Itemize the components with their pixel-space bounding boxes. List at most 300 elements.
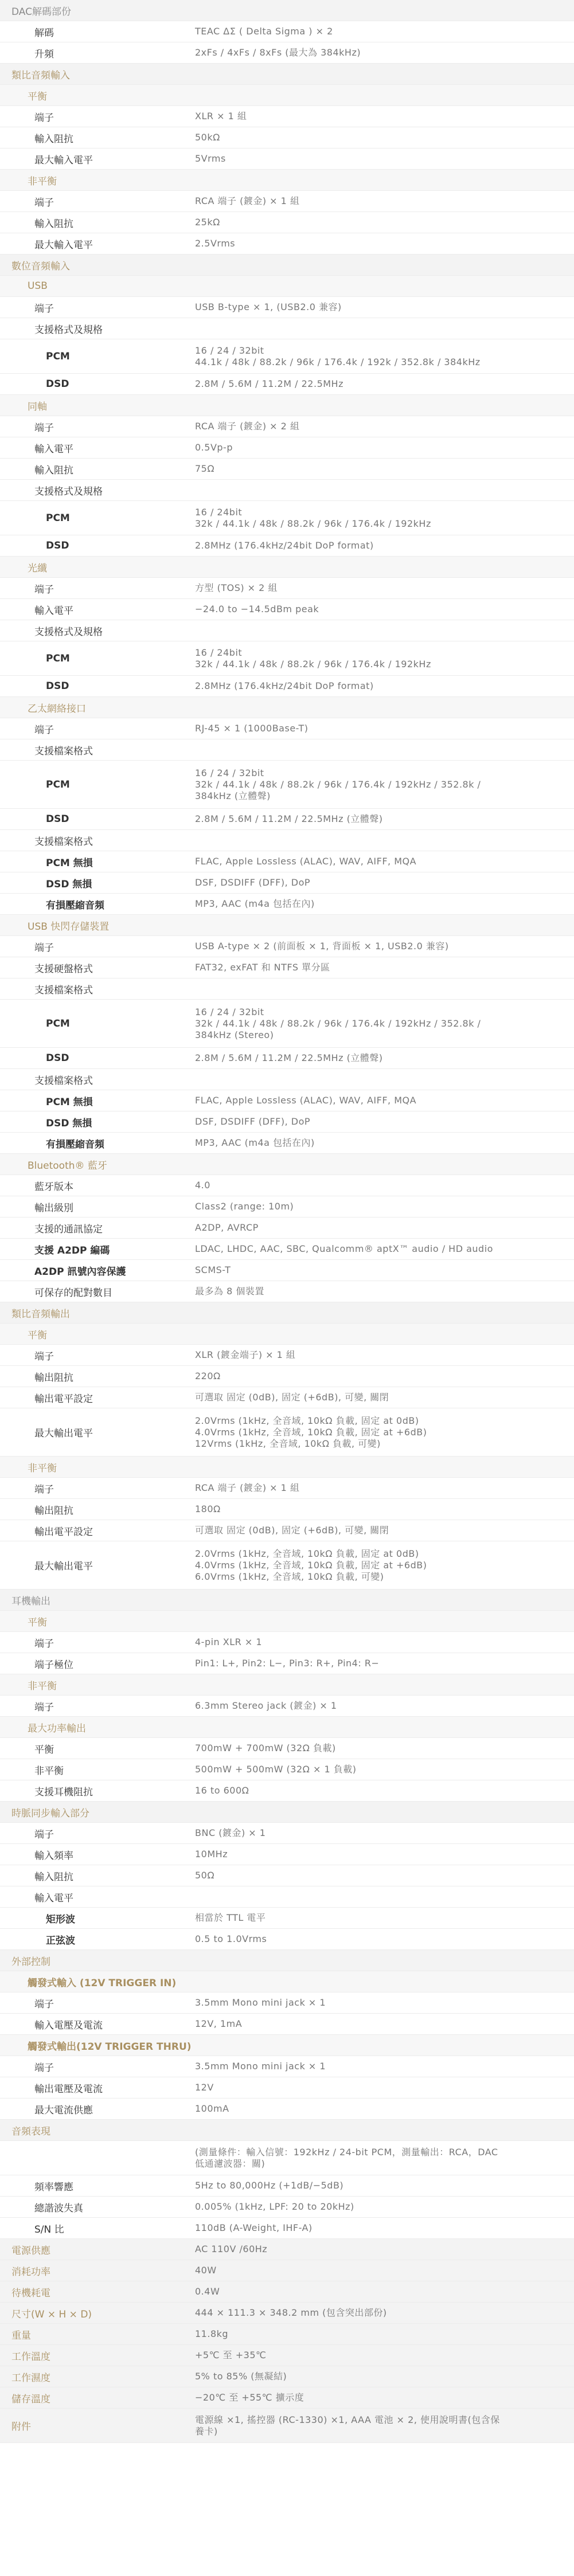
spec-label: 解碼 bbox=[34, 27, 54, 39]
section-title: 耳機輸出 bbox=[11, 1595, 50, 1607]
spec-label: 輸入電平 bbox=[34, 605, 73, 617]
spec-label: DSD bbox=[46, 1052, 69, 1064]
spec-value-line: 3.5mm Mono mini jack × 1 bbox=[195, 1997, 326, 2008]
spec-value-line: 最多為 8 個裝置 bbox=[195, 1286, 264, 1297]
spec-value-line: 32k / 44.1k / 48k / 88.2k / 96k / 176.4k / 192kHz bbox=[195, 658, 431, 670]
spec-value bbox=[195, 1866, 574, 1885]
spec-value-line: RCA 端子 (鍍金) × 1 組 bbox=[195, 1482, 300, 1493]
section-header bbox=[0, 2120, 574, 2141]
spec-value-line: 10MHz bbox=[195, 1849, 228, 1859]
spec-row bbox=[0, 1048, 574, 1069]
spec-label: 輸出電壓及電流 bbox=[34, 2083, 103, 2095]
section-title: 平衡 bbox=[28, 1616, 47, 1628]
spec-value bbox=[195, 1091, 574, 1110]
spec-row bbox=[0, 42, 574, 64]
spec-row bbox=[0, 1759, 574, 1780]
spec-row bbox=[0, 718, 574, 739]
spec-label: 可保存的配對數目 bbox=[34, 1287, 112, 1299]
spec-value bbox=[195, 2283, 574, 2301]
spec-label: PCM 無損 bbox=[46, 857, 93, 869]
spec-value-line: 可選取 固定 (0dB), 固定 (+6dB), 可變, 關閉 bbox=[195, 1525, 389, 1536]
spec-value bbox=[195, 1760, 574, 1779]
spec-value bbox=[195, 1113, 574, 1131]
spec-value-line: DSF, DSDIFF (DFF), DoP bbox=[195, 877, 310, 888]
spec-value-line: DSF, DSDIFF (DFF), DoP bbox=[195, 1116, 310, 1127]
spec-value bbox=[195, 852, 574, 871]
spec-value bbox=[195, 1782, 574, 1800]
spec-row bbox=[0, 2197, 574, 2218]
spec-row bbox=[0, 416, 574, 437]
spec-value bbox=[195, 1697, 574, 1715]
section-header bbox=[0, 1302, 574, 1324]
spec-value bbox=[195, 1003, 574, 1044]
spec-value bbox=[195, 1633, 574, 1651]
spec-row bbox=[0, 106, 574, 127]
spec-value-line: 5Hz to 80,000Hz (+1dB/−5dB) bbox=[195, 2180, 344, 2191]
spec-label: 藍牙版本 bbox=[34, 1181, 73, 1193]
spec-label: 支援格式及規格 bbox=[34, 626, 103, 638]
spec-value-line: 3.5mm Mono mini jack × 1 bbox=[195, 2061, 326, 2072]
section-title: USB bbox=[28, 280, 48, 292]
spec-value-line: 4.0Vrms (1kHz, 全音域, 10kΩ 負載, 固定 at +6dB) bbox=[195, 1426, 427, 1438]
spec-label: 支援檔案格式 bbox=[34, 836, 93, 848]
spec-row bbox=[0, 459, 574, 480]
spec-value-line: 低通濾波器：關) bbox=[195, 2158, 265, 2169]
spec-value-line: SCMS-T bbox=[195, 1264, 231, 1275]
spec-value bbox=[195, 644, 574, 674]
subsection-header bbox=[0, 1971, 574, 1992]
subsection-header bbox=[0, 85, 574, 106]
spec-row bbox=[0, 1844, 574, 1865]
spec-value bbox=[195, 1500, 574, 1518]
spec-row bbox=[0, 2099, 574, 2120]
spec-value bbox=[195, 503, 574, 533]
spec-label: 支援檔案格式 bbox=[34, 1075, 93, 1087]
spec-row bbox=[0, 676, 574, 697]
spec-value-line: RCA 端子 (鍍金) × 2 組 bbox=[195, 421, 300, 432]
spec-value bbox=[195, 1219, 574, 1237]
spec-value-line: 700mW + 700mW (32Ω 負載) bbox=[195, 1743, 336, 1753]
spec-value bbox=[195, 2346, 574, 2364]
spec-value-line: 0.005% (1kHz, LPF: 20 to 20kHz) bbox=[195, 2201, 354, 2212]
spec-value-line: 12V bbox=[195, 2082, 214, 2093]
spec-label: 端子 bbox=[34, 1701, 54, 1713]
section-header bbox=[0, 1950, 574, 1971]
spec-label: 端子 bbox=[34, 1483, 54, 1496]
spec-label: 輸出阻抗 bbox=[34, 1372, 73, 1384]
spec-row bbox=[0, 1823, 574, 1844]
spec-label: DSD bbox=[46, 378, 69, 390]
spec-row bbox=[0, 1196, 574, 1217]
spec-row bbox=[0, 872, 574, 894]
spec-label: 輸入阻抗 bbox=[34, 218, 73, 230]
spec-value-line: −20℃ 至 +55℃ 擴示度 bbox=[195, 2392, 304, 2403]
section-title: 音頻表現 bbox=[11, 2125, 50, 2137]
spec-row bbox=[0, 1499, 574, 1520]
spec-row bbox=[0, 1408, 574, 1457]
section-title: 平衡 bbox=[28, 91, 47, 103]
spec-value bbox=[195, 2143, 574, 2173]
spec-label: PCM bbox=[46, 350, 70, 362]
spec-row bbox=[0, 1345, 574, 1366]
spec-label: 端子 bbox=[34, 422, 54, 434]
spec-label: 端子 bbox=[34, 724, 54, 736]
spec-row bbox=[0, 1000, 574, 1048]
spec-value bbox=[195, 874, 574, 892]
spec-value-line: 384kHz (立體聲) bbox=[195, 790, 271, 801]
spec-value bbox=[195, 417, 574, 436]
spec-value bbox=[195, 2015, 574, 2033]
spec-label: 支援硬盤格式 bbox=[34, 963, 93, 975]
spec-row bbox=[0, 1520, 574, 1541]
spec-value-line: 方型 (TOS) × 2 組 bbox=[195, 582, 278, 593]
spec-value bbox=[195, 2304, 574, 2322]
spec-value bbox=[195, 2176, 574, 2195]
spec-value-line: 44.1k / 48k / 88.2k / 96k / 176.4k / 192k / 352.8k / 384kHz bbox=[195, 356, 481, 367]
spec-label: 平衡 bbox=[34, 1744, 54, 1756]
spec-value-line: USB B-type × 1, (USB2.0 兼容) bbox=[195, 302, 342, 312]
spec-row bbox=[0, 739, 574, 761]
spec-label: 尺寸(W × H × D) bbox=[11, 2308, 92, 2320]
spec-label: 端子 bbox=[34, 1638, 54, 1650]
subsection-header bbox=[0, 697, 574, 718]
spec-label: 有損壓縮音頻 bbox=[46, 1138, 104, 1150]
spec-row bbox=[0, 1366, 574, 1387]
spec-row bbox=[0, 1632, 574, 1653]
spec-row bbox=[0, 2077, 574, 2099]
spec-value bbox=[195, 627, 574, 634]
section-title: 非平衡 bbox=[28, 1680, 57, 1692]
spec-value bbox=[195, 192, 574, 210]
spec-value bbox=[195, 1240, 574, 1258]
spec-value bbox=[195, 810, 574, 828]
section-header bbox=[0, 0, 574, 21]
spec-label: 端子 bbox=[34, 1829, 54, 1841]
section-header bbox=[0, 2239, 574, 2260]
spec-value bbox=[195, 44, 574, 62]
spec-value-line: 110dB (A-Weight, IHF-A) bbox=[195, 2222, 313, 2233]
subsection-header bbox=[0, 915, 574, 936]
spec-row bbox=[0, 809, 574, 830]
spec-row bbox=[0, 437, 574, 459]
spec-value bbox=[195, 677, 574, 695]
spec-row bbox=[0, 1090, 574, 1111]
section-title: 時脈同步輸入部分 bbox=[11, 1807, 89, 1819]
section-header bbox=[0, 64, 574, 85]
spec-value bbox=[195, 1930, 574, 1948]
spec-label: 端子 bbox=[34, 2062, 54, 2074]
spec-value-line: 444 × 111.3 × 348.2 mm (包含突出部份) bbox=[195, 2307, 387, 2318]
spec-value-line: AC 110V /60Hz bbox=[195, 2244, 268, 2254]
spec-row bbox=[0, 2175, 574, 2197]
spec-label: 最大輸入電平 bbox=[34, 239, 93, 251]
spec-label: 支援檔案格式 bbox=[34, 984, 93, 996]
spec-row bbox=[0, 1111, 574, 1133]
spec-value-line: 2.8M / 5.6M / 11.2M / 22.5MHz (立體聲) bbox=[195, 813, 383, 824]
spec-row bbox=[0, 148, 574, 170]
spec-value bbox=[195, 719, 574, 738]
spec-value-line: 100mA bbox=[195, 2103, 229, 2114]
spec-label: 待機耗電 bbox=[11, 2287, 50, 2299]
spec-value bbox=[195, 2240, 574, 2258]
spec-label: 端子 bbox=[34, 112, 54, 124]
spec-value-line: 2xFs / 4xFs / 8xFs (最大為 384kHz) bbox=[195, 47, 361, 58]
spec-row bbox=[0, 851, 574, 872]
spec-value bbox=[195, 1479, 574, 1497]
spec-value bbox=[195, 1739, 574, 1757]
spec-label: 端子 bbox=[34, 1350, 54, 1363]
spec-value-line: A2DP, AVRCP bbox=[195, 1222, 259, 1233]
spec-value bbox=[195, 342, 574, 371]
spec-value-line: 2.0Vrms (1kHz, 全音域, 10kΩ 負載, 固定 at 0dB) bbox=[195, 1415, 419, 1426]
subsection-header bbox=[0, 1674, 574, 1696]
spec-value bbox=[195, 579, 574, 597]
spec-value-line: RCA 端子 (鍍金) × 1 組 bbox=[195, 195, 300, 206]
spec-row bbox=[0, 480, 574, 501]
spec-label: PCM bbox=[46, 778, 70, 790]
spec-value bbox=[195, 600, 574, 618]
section-header bbox=[0, 2303, 574, 2324]
spec-value bbox=[195, 487, 574, 494]
spec-value bbox=[195, 439, 574, 457]
spec-label: 支援 A2DP 編碼 bbox=[34, 1244, 110, 1256]
spec-value-line: FAT32, exFAT 和 NTFS 單分區 bbox=[195, 962, 330, 973]
spec-value-line: LDAC, LHDC, AAC, SBC, Qualcomm® aptX™ audio / HD audio bbox=[195, 1243, 493, 1254]
spec-row bbox=[0, 297, 574, 318]
spec-value-line: FLAC, Apple Lossless (ALAC), WAV, AIFF, MQA bbox=[195, 1095, 417, 1106]
spec-value bbox=[195, 2411, 574, 2441]
spec-value-line: XLR × 1 組 bbox=[195, 111, 247, 122]
spec-value bbox=[195, 1346, 574, 1364]
spec-label: 支援的通訊協定 bbox=[34, 1223, 103, 1235]
spec-row bbox=[0, 1908, 574, 1929]
spec-value-line: Class2 (range: 10m) bbox=[195, 1201, 294, 1212]
spec-value-line: XLR (鍍金端子) × 1 組 bbox=[195, 1349, 296, 1360]
spec-value bbox=[195, 837, 574, 844]
spec-row bbox=[0, 1929, 574, 1950]
spec-value-line: 50kΩ bbox=[195, 132, 220, 143]
spec-label: S/N 比 bbox=[34, 2223, 64, 2236]
spec-value bbox=[195, 2325, 574, 2343]
spec-label: 端子極位 bbox=[34, 1659, 73, 1671]
section-title: 同軸 bbox=[28, 401, 47, 413]
spec-label: DSD 無損 bbox=[46, 1117, 92, 1129]
spec-value-line: 384kHz (Stereo) bbox=[195, 1029, 274, 1040]
spec-value-line: 2.8MHz (176.4kHz/24bit DoP format) bbox=[195, 680, 374, 691]
spec-value bbox=[195, 1282, 574, 1301]
spec-value bbox=[195, 150, 574, 168]
spec-row bbox=[0, 641, 574, 676]
spec-row bbox=[0, 1738, 574, 1759]
spec-value-line: 6.0Vrms (1kHz, 全音域, 10kΩ 負載, 可變) bbox=[195, 1571, 384, 1582]
spec-value bbox=[195, 2219, 574, 2237]
spec-value-line: 電源線 ×1, 搖控器 (RC-1330) ×1, AAA 電池 × 2, 使用說明書(包含保 bbox=[195, 2414, 500, 2425]
section-title: 類比音頻輸出 bbox=[11, 1308, 70, 1320]
section-header bbox=[0, 2345, 574, 2366]
spec-value-line: 2.5Vrms bbox=[195, 238, 236, 249]
spec-row bbox=[0, 578, 574, 599]
section-title: 觸發式輸入 (12V TRIGGER IN) bbox=[28, 1977, 177, 1989]
spec-row bbox=[0, 2141, 574, 2175]
spec-label: 電源供應 bbox=[11, 2245, 50, 2257]
spec-label: 端子 bbox=[34, 303, 54, 315]
spec-label: 輸入阻抗 bbox=[34, 464, 73, 476]
spec-label: 最大輸入電平 bbox=[34, 154, 93, 166]
spec-label: 非平衡 bbox=[34, 1765, 64, 1777]
spec-row bbox=[0, 535, 574, 557]
spec-label: 輸出阻抗 bbox=[34, 1505, 73, 1517]
subsection-header bbox=[0, 395, 574, 416]
section-header bbox=[0, 2387, 574, 2409]
spec-value-line: 12Vrms (1kHz, 全音域, 10kΩ 負載, 可變) bbox=[195, 1438, 381, 1449]
spec-label: 消耗功率 bbox=[11, 2266, 50, 2278]
spec-label: 輸入阻抗 bbox=[34, 1871, 73, 1883]
spec-value bbox=[195, 213, 574, 232]
spec-value-line: −24.0 to −14.5dBm peak bbox=[195, 604, 319, 614]
spec-row bbox=[0, 2056, 574, 2077]
spec-value bbox=[195, 1994, 574, 2012]
spec-value bbox=[195, 2389, 574, 2407]
spec-row bbox=[0, 21, 574, 42]
spec-value-line: MP3, AAC (m4a 包括在內) bbox=[195, 898, 315, 909]
spec-label: 輸出電平設定 bbox=[34, 1393, 93, 1405]
spec-value bbox=[195, 1824, 574, 1842]
spec-row bbox=[0, 620, 574, 641]
section-title: 乙太網絡接口 bbox=[28, 703, 86, 715]
spec-row bbox=[0, 936, 574, 957]
spec-label: 頻率響應 bbox=[34, 2181, 73, 2193]
spec-value bbox=[195, 298, 574, 316]
spec-label: 輸入電平 bbox=[34, 1892, 73, 1904]
spec-label: 矩形波 bbox=[46, 1913, 75, 1925]
section-title: 光纖 bbox=[28, 562, 47, 574]
spec-value-line: 16 / 24bit bbox=[195, 506, 243, 518]
spec-value bbox=[195, 1521, 574, 1540]
spec-row bbox=[0, 2014, 574, 2035]
spec-row bbox=[0, 1239, 574, 1260]
spec-row bbox=[0, 212, 574, 233]
subsection-header bbox=[0, 2035, 574, 2056]
spec-value-line: 4-pin XLR × 1 bbox=[195, 1637, 263, 1647]
spec-value-line: 16 / 24 / 32bit bbox=[195, 344, 264, 356]
spec-row bbox=[0, 318, 574, 339]
spec-value bbox=[195, 1909, 574, 1927]
spec-value-line: 500mW + 500mW (32Ω × 1 負載) bbox=[195, 1764, 357, 1775]
spec-value-line: 養卡) bbox=[195, 2425, 218, 2437]
spec-value bbox=[195, 325, 574, 332]
spec-value bbox=[195, 1134, 574, 1152]
spec-label: 端子 bbox=[34, 942, 54, 954]
spec-value-line: (測量條件：輸入信號：192kHz / 24-bit PCM，測量輸出：RCA，DAC bbox=[195, 2146, 498, 2158]
spec-value-line: 11.8kg bbox=[195, 2328, 229, 2339]
spec-value-line: 32k / 44.1k / 48k / 88.2k / 96k / 176.4k / 192kHz bbox=[195, 518, 431, 529]
spec-value bbox=[195, 107, 574, 126]
spec-row bbox=[0, 599, 574, 620]
spec-row bbox=[0, 1865, 574, 1886]
spec-row bbox=[0, 1478, 574, 1499]
spec-value-line: 4.0 bbox=[195, 1180, 210, 1191]
subsection-header bbox=[0, 1154, 574, 1175]
spec-value bbox=[195, 764, 574, 805]
spec-value-line: RJ-45 × 1 (1000Base-T) bbox=[195, 723, 309, 734]
spec-value bbox=[195, 537, 574, 555]
spec-label: 總諧波失真 bbox=[34, 2202, 83, 2214]
section-header bbox=[0, 255, 574, 276]
spec-value-line: 5% to 85% (無凝結) bbox=[195, 2371, 287, 2382]
spec-value bbox=[195, 234, 574, 253]
subsection-header bbox=[0, 1611, 574, 1632]
spec-row bbox=[0, 1387, 574, 1408]
spec-value-line: BNC (鍍金) × 1 bbox=[195, 1827, 266, 1838]
spec-value-line: 75Ω bbox=[195, 463, 215, 474]
spec-row bbox=[0, 1992, 574, 2014]
spec-value bbox=[195, 128, 574, 147]
spec-value-line: 6.3mm Stereo jack (鍍金) × 1 bbox=[195, 1700, 337, 1711]
spec-row bbox=[0, 957, 574, 978]
spec-value bbox=[195, 1654, 574, 1673]
spec-value bbox=[195, 746, 574, 753]
spec-row bbox=[0, 761, 574, 809]
spec-row bbox=[0, 1281, 574, 1302]
spec-label: 重量 bbox=[11, 2330, 31, 2342]
spec-value bbox=[195, 1845, 574, 1864]
spec-value-line: 5Vrms bbox=[195, 153, 226, 164]
spec-value-line: TEAC ΔΣ ( Delta Sigma ) × 2 bbox=[195, 26, 333, 37]
spec-value bbox=[195, 985, 574, 992]
section-header bbox=[0, 1590, 574, 1611]
spec-label: 支援格式及規格 bbox=[34, 486, 103, 498]
spec-row bbox=[0, 233, 574, 255]
subsection-header bbox=[0, 557, 574, 578]
subsection-header bbox=[0, 170, 574, 191]
spec-value bbox=[195, 2367, 574, 2386]
spec-value-line: 25kΩ bbox=[195, 217, 220, 228]
spec-value bbox=[195, 2198, 574, 2216]
spec-value-line: 32k / 44.1k / 48k / 88.2k / 96k / 176.4k / 192kHz / 352.8k / bbox=[195, 1017, 481, 1029]
spec-row bbox=[0, 1175, 574, 1196]
spec-value-line: 可選取 固定 (0dB), 固定 (+6dB), 可變, 關閉 bbox=[195, 1392, 389, 1403]
section-title: 觸發式輸出(12V TRIGGER THRU) bbox=[28, 2041, 192, 2053]
spec-value bbox=[195, 2100, 574, 2118]
spec-value bbox=[195, 460, 574, 478]
spec-label: A2DP 訊號內容保護 bbox=[34, 1266, 126, 1278]
section-title: DAC解碼部份 bbox=[11, 6, 71, 18]
spec-value-line: USB A-type × 2 (前面板 × 1, 背面板 × 1, USB2.0 兼容) bbox=[195, 941, 449, 952]
subsection-header bbox=[0, 276, 574, 297]
spec-value-line: 220Ω bbox=[195, 1371, 221, 1381]
section-header bbox=[0, 2409, 574, 2443]
spec-value-line: 16 / 24bit bbox=[195, 647, 243, 658]
spec-label: 輸入阻抗 bbox=[34, 133, 73, 145]
spec-value-line: 40W bbox=[195, 2265, 217, 2276]
spec-label: DSD bbox=[46, 680, 69, 692]
spec-label: 輸入電平 bbox=[34, 443, 73, 455]
spec-label: PCM bbox=[46, 652, 70, 664]
spec-value-line: 4.0Vrms (1kHz, 全音域, 10kΩ 負載, 固定 at +6dB) bbox=[195, 1559, 427, 1571]
spec-value bbox=[195, 2078, 574, 2097]
spec-value bbox=[195, 375, 574, 393]
spec-row bbox=[0, 1653, 574, 1674]
spec-label: 有損壓縮音頻 bbox=[46, 899, 104, 911]
spec-row bbox=[0, 894, 574, 915]
spec-value bbox=[195, 1412, 574, 1453]
spec-label: 端子 bbox=[34, 584, 54, 596]
spec-label: DSD bbox=[46, 813, 69, 825]
spec-row bbox=[0, 1696, 574, 1717]
spec-value-line: FLAC, Apple Lossless (ALAC), WAV, AIFF, MQA bbox=[195, 856, 417, 867]
section-header bbox=[0, 2366, 574, 2387]
spec-row bbox=[0, 1260, 574, 1281]
